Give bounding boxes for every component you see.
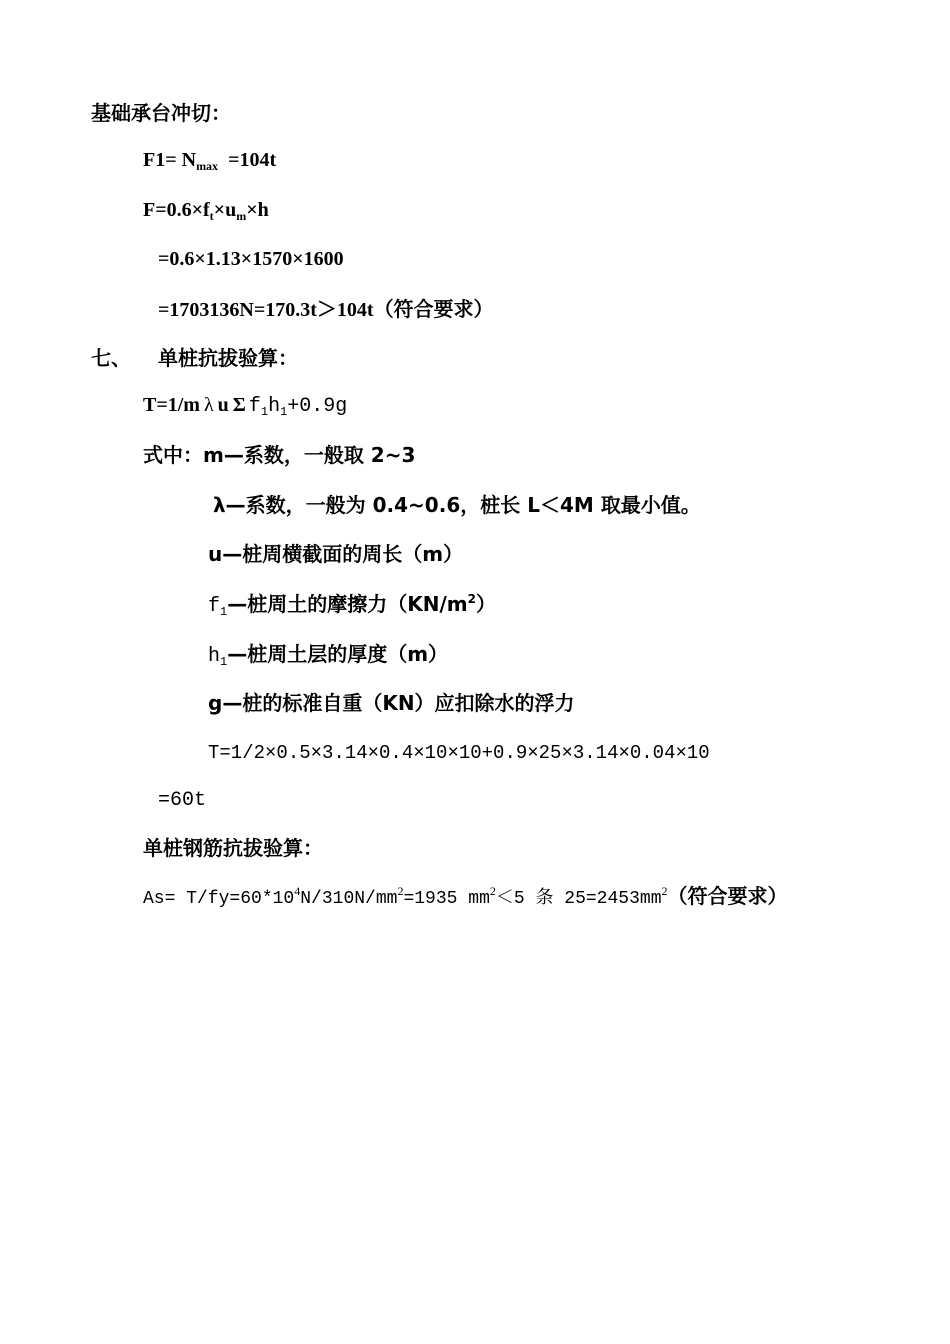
f-subscript-t: t — [209, 209, 214, 223]
formula-f1 — [143, 147, 276, 173]
h1-def-text: —桩周土层的厚度（m） — [227, 642, 449, 666]
lambda-definition-text: λ—系数，一般为 0.4~0.6，桩长 L＜4M 取最小值。 — [213, 493, 701, 517]
f-prefix: F=0.6×f — [143, 199, 210, 221]
calc-line-2-note: （符合要求） — [373, 297, 494, 321]
as-note: （符合要求） — [667, 884, 788, 908]
f1-prefix: F1= N — [143, 149, 197, 171]
sigma-symbol: Σ — [232, 394, 246, 416]
u-symbol: u — [217, 394, 229, 416]
lambda-symbol: λ — [203, 394, 214, 416]
t-calculation — [208, 740, 710, 766]
as-sup-2: 2 — [397, 884, 404, 898]
u-definition — [208, 541, 463, 567]
f1-def-text: —桩周土的摩擦力（KN/m — [227, 592, 468, 616]
t-suffix: +0.9g — [287, 395, 348, 418]
where-label: 式中： — [143, 443, 203, 467]
f1-suffix: =104t — [218, 149, 277, 171]
as-sup-4: 2 — [661, 884, 668, 898]
f-subscript-m: m — [236, 209, 247, 223]
rebar-heading — [143, 835, 323, 861]
as-sup-3: 2 — [489, 884, 496, 898]
t-result-text: =60t — [158, 789, 207, 812]
formula-t — [143, 392, 347, 420]
as-sup-1: 4 — [294, 884, 301, 898]
t-h: h — [268, 395, 281, 418]
t-calculation-text: T=1/2×0.5×3.14×0.4×10×10+0.9×25×3.14×0.04×10 — [208, 742, 710, 764]
as-part-3: =1935 mm — [403, 889, 490, 909]
calc-line-1 — [158, 246, 344, 272]
lambda-definition — [213, 492, 701, 518]
f1-def-symbol: f — [208, 595, 221, 618]
section-title: 单桩抗拔验算： — [157, 346, 298, 370]
t-f: f — [248, 395, 261, 418]
h1-def-subscript: 1 — [220, 655, 228, 669]
heading-text: 基础承台冲切： — [91, 101, 231, 125]
section-number: 七、 — [91, 346, 131, 370]
u-definition-text: u—桩周横截面的周长（m） — [208, 542, 464, 566]
as-part-2: N/310N/mm — [300, 889, 398, 909]
f1-definition — [208, 591, 496, 620]
as-part-4: ＜5 条 25=2453mm — [495, 889, 662, 909]
h1-def-symbol: h — [208, 645, 221, 668]
g-definition-text: g—桩的标准自重（KN）应扣除水的浮力 — [208, 691, 575, 715]
h1-definition — [208, 641, 448, 670]
f-mid: ×u — [213, 199, 237, 221]
f1-def-close: ） — [475, 592, 496, 616]
calc-line-2 — [158, 296, 494, 323]
t-result — [158, 788, 206, 814]
where-m-definition: m—系数，一般取 2~3 — [203, 443, 416, 467]
as-calculation — [143, 883, 788, 912]
where-line — [143, 442, 415, 468]
section-seven-heading — [91, 345, 298, 371]
g-definition — [208, 690, 575, 716]
f1-subscript: max — [196, 159, 219, 173]
as-part-1: As= T/fy=60*10 — [143, 889, 295, 909]
f1-def-subscript: 1 — [220, 605, 228, 619]
calc-line-1-text: =0.6×1.13×1570×1600 — [158, 248, 344, 270]
calc-line-2-value: =1703136N=170.3t＞104t — [158, 299, 374, 321]
f1-def-superscript: 2 — [467, 592, 476, 606]
t-h-subscript: 1 — [280, 405, 288, 419]
rebar-heading-text: 单桩钢筋抗拔验算： — [143, 836, 323, 860]
t-prefix: T=1/m — [143, 394, 200, 416]
section-heading-punching — [91, 100, 231, 126]
formula-f — [143, 197, 269, 223]
t-f-subscript: 1 — [260, 405, 269, 419]
f-suffix: ×h — [246, 199, 269, 221]
